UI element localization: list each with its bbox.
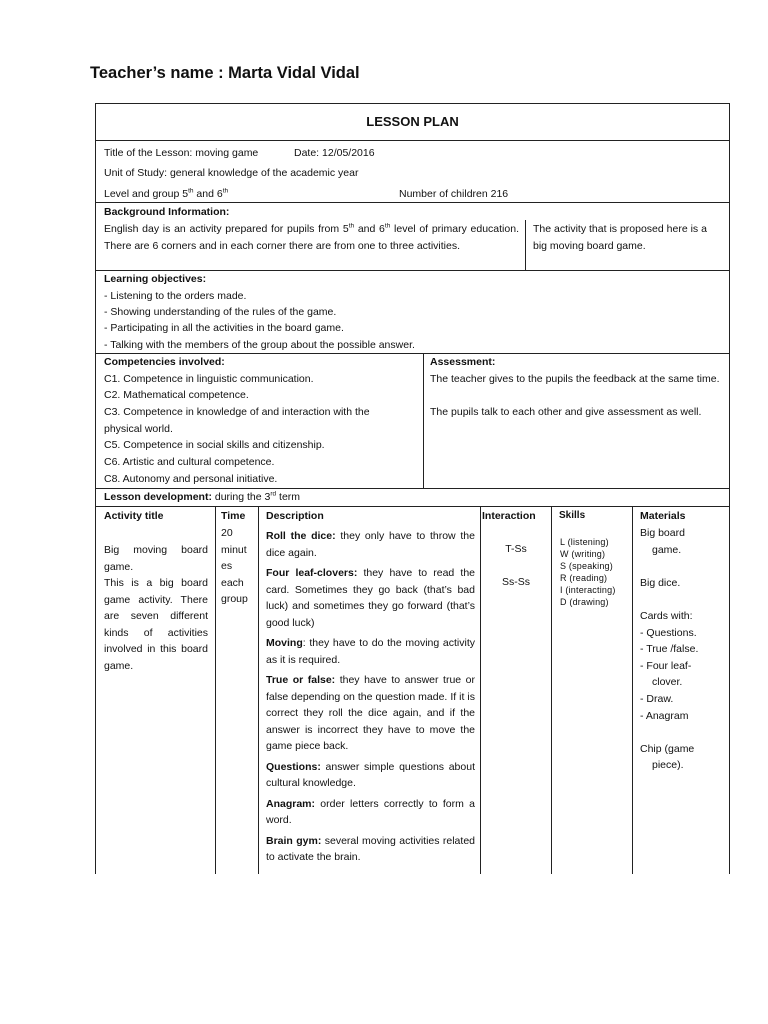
- description-item: Four leaf-clovers: they have to read the card. Sometimes they go back (that’s bad luck) and sometimes they go forward (that’s good luck): [266, 567, 475, 629]
- col-header-skills: Skills: [559, 510, 586, 521]
- objective-item: - Showing understanding of the rules of the game.: [104, 306, 337, 318]
- description-item: Roll the dice: they only have to throw the dice again.: [266, 530, 475, 559]
- background-heading: Background Information:: [104, 206, 230, 218]
- interaction-item: T-Ss: [505, 543, 527, 555]
- time-line: each: [221, 576, 244, 589]
- teacher-name-heading: Teacher’s name : Marta Vidal Vidal: [90, 64, 360, 82]
- competency-item: C2. Mathematical competence.: [104, 389, 249, 401]
- lesson-development: Lesson development: during the 3rd term: [104, 490, 301, 503]
- material-line: Big dice.: [640, 576, 681, 589]
- material-line: - True /false.: [640, 643, 699, 656]
- column-divider: [551, 506, 552, 874]
- objective-item: - Participating in all the activities in the board game.: [104, 322, 344, 334]
- assessment-heading: Assessment:: [430, 356, 496, 368]
- column-divider: [258, 506, 259, 874]
- competency-item: C8. Autonomy and personal initiative.: [104, 473, 278, 485]
- time-line: 20: [221, 527, 233, 539]
- skill-item: R (reading): [560, 573, 608, 583]
- objective-item: - Talking with the members of the group about the possible answer.: [104, 339, 415, 351]
- col-header-materials: Materials: [640, 510, 686, 522]
- column-divider: [632, 506, 633, 874]
- interaction-item: Ss-Ss: [501, 576, 530, 588]
- column-divider: [525, 220, 526, 270]
- background-text: English day is an activity prepared for pupils from 5th and 6th level of primary education. There are 6 corners and in each corner there are from one to three activities.: [104, 222, 519, 252]
- col-header-interaction: Interaction: [482, 510, 536, 522]
- skill-item: D (drawing): [560, 597, 609, 607]
- level-group: Level and group 5th and 6th: [104, 187, 229, 200]
- material-line: Chip (game: [640, 742, 695, 755]
- material-line: game.: [652, 543, 682, 556]
- skill-item: S (speaking): [560, 561, 613, 571]
- col-header-activity: Activity title: [104, 510, 164, 522]
- objective-item: - Listening to the orders made.: [104, 290, 247, 302]
- description-cell: [266, 528, 475, 870]
- lesson-plan-table: [95, 103, 730, 874]
- material-line: - Four leaf-: [640, 659, 692, 672]
- number-of-children: Number of children 216: [399, 188, 509, 200]
- competency-item: C1. Competence in linguistic communication.: [104, 373, 314, 385]
- lesson-title: Title of the Lesson: moving game: [104, 147, 259, 159]
- lesson-date: Date: 12/05/2016: [294, 147, 375, 159]
- competencies-heading: Competencies involved:: [104, 356, 225, 368]
- description-item: Questions: answer simple questions about cultural knowledge.: [266, 760, 475, 789]
- material-line: - Anagram: [640, 709, 689, 722]
- objectives-heading: Learning objectives:: [104, 273, 207, 285]
- competency-item: C5. Competence in social skills and citizenship.: [104, 439, 325, 451]
- material-line: - Questions.: [640, 626, 697, 639]
- materials-cell: [640, 525, 698, 774]
- description-item: True or false: they have to answer true or false depending on the question made. If it is correct they roll the dice again, and if the answer is incorrect they have to move the game piece back.: [266, 674, 475, 752]
- col-header-time: Time: [221, 510, 246, 522]
- competency-item: C6. Artistic and cultural competence.: [104, 456, 275, 468]
- lesson-plan-title: LESSON PLAN: [366, 114, 459, 129]
- column-divider: [480, 506, 481, 874]
- time-line: minut: [221, 543, 247, 556]
- description-item: Anagram: order letters correctly to form a word.: [266, 797, 475, 826]
- competency-item: C3. Competence in knowledge of and interaction with the physical world.: [104, 406, 370, 435]
- column-divider: [423, 353, 424, 488]
- material-line: - Draw.: [640, 692, 674, 705]
- description-item: Brain gym: several moving activities related to activate the brain.: [266, 834, 475, 863]
- assessment-item: The teacher gives to the pupils the feedback at the same time.: [430, 373, 720, 385]
- col-header-description: Description: [266, 510, 324, 522]
- material-line: [640, 558, 698, 575]
- time-line: group: [221, 593, 248, 605]
- skills-cell: [560, 536, 616, 608]
- unit-of-study: Unit of Study: general knowledge of the academic year: [104, 167, 359, 179]
- material-line: [640, 724, 698, 741]
- time-cell: [221, 525, 248, 608]
- material-line: clover.: [652, 676, 683, 689]
- skill-item: I (interacting): [560, 585, 616, 595]
- material-line: [640, 591, 698, 608]
- material-line: Big board: [640, 527, 685, 539]
- description-item: Moving: they have to do the moving activity as it is required.: [266, 637, 475, 666]
- skill-item: L (listening): [560, 537, 609, 547]
- time-line: es: [221, 560, 233, 572]
- row-divider: [96, 140, 729, 141]
- assessment-item: The pupils talk to each other and give assessment as well.: [430, 406, 702, 418]
- row-divider: [96, 506, 729, 507]
- column-divider: [215, 506, 216, 874]
- row-divider: [96, 202, 729, 203]
- activity-description: Big moving board game. This is a big board game activity. There are seven different kinds of activities involved in this board game.: [104, 544, 208, 672]
- material-line: piece).: [652, 759, 684, 772]
- skill-item: W (writing): [560, 549, 606, 559]
- material-line: Cards with:: [640, 609, 693, 622]
- background-side-text: The activity that is proposed here is a big moving board game.: [533, 223, 707, 252]
